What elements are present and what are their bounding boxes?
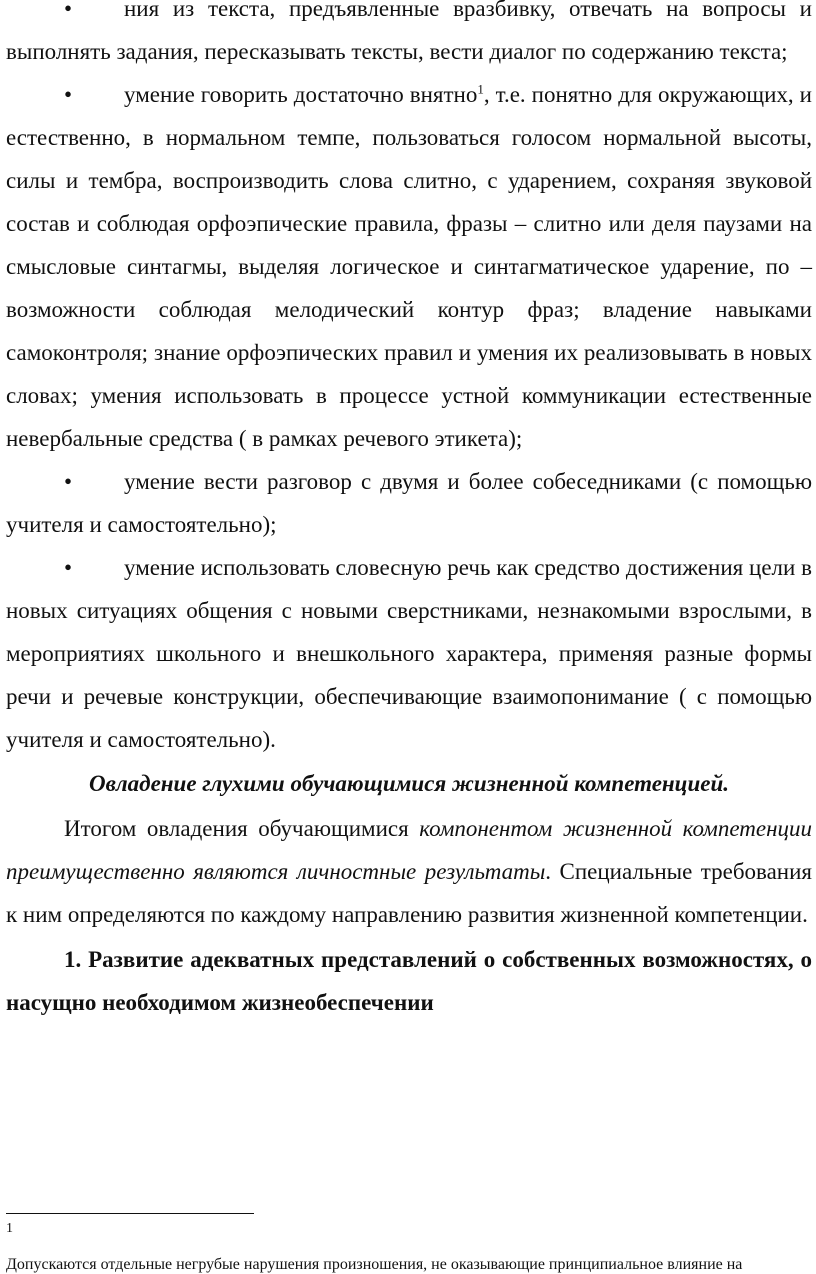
bullet-icon: •: [64, 0, 73, 21]
footnote-text: Допускаются отдельные негрубые нарушения произношения, не оказывающие принципиальное влияние на: [6, 1256, 743, 1273]
paragraph-text: . Специальные требования к ним определяются по каждому направлению развития жизненной компетенции.: [6, 859, 812, 927]
paragraph-text: ния из текста, предъявленные вразбивку, отвечать на вопросы и выполнять задания, пересказывать тексты, вести диалог по содержанию текста;: [6, 0, 812, 64]
paragraph-text: , т.е. понятно для окружающих, и естественно, в нормальном темпе, пользоваться голосом нормальной высоты, силы и тембра, воспроизводить слова слитно, с ударением, сохраняя звуковой состав и соблюдая орфоэпические правила, фразы – слитно или деля паузами на смысловые синтагмы, выделяя логическое и синтагматическое ударение, по – возможности соблюдая мелодический контур фраз; владение навыками самоконтроля; знание орфоэпических правил и умения их реализовывать в новых словах; умения использовать в процессе устной коммуникации естественные невербальные средства ( в рамках речевого этикета);: [6, 82, 812, 451]
footnote-separator: [6, 1213, 254, 1214]
list-item: [6, 546, 812, 761]
document-page: [6, 0, 812, 1024]
list-item: [6, 0, 812, 73]
paragraph-text: умение использовать словесную речь как средство достижения цели в новых ситуациях общения с новыми сверстниками, незнакомыми взрослыми, в мероприятиях школьного и внешкольного характера, применяя разные формы речи и речевые конструкции, обеспечивающие взаимопонимание ( с помощью учителя и самостоятельно).: [6, 555, 812, 752]
list-item: [6, 460, 812, 546]
paragraph: [6, 807, 812, 936]
bullet-icon: •: [64, 469, 73, 494]
bullet-icon: •: [64, 82, 73, 107]
numbered-heading: 1. Развитие адекватных представлений о собственных возможностях, о насущно необходимом жизнеобеспечении: [6, 947, 812, 1015]
paragraph-text: Итогом овладения обучающимися: [64, 816, 420, 841]
bullet-icon: •: [64, 555, 73, 580]
footnote-reference[interactable]: 1: [477, 81, 484, 97]
list-item: [6, 73, 812, 460]
paragraph-italic-text: компонентом жизненной компетенции преимущественно являются личностные результаты: [6, 816, 812, 884]
footnote-mark: 1: [6, 1221, 13, 1236]
section-heading: Овладение глухими обучающимися жизненной компетенцией.: [88, 771, 730, 796]
paragraph-text: умение говорить достаточно внятно: [124, 82, 478, 107]
paragraph-text: умение вести разговор с двумя и более собеседниками (с помощью учителя и самостоятельно);: [6, 469, 812, 537]
